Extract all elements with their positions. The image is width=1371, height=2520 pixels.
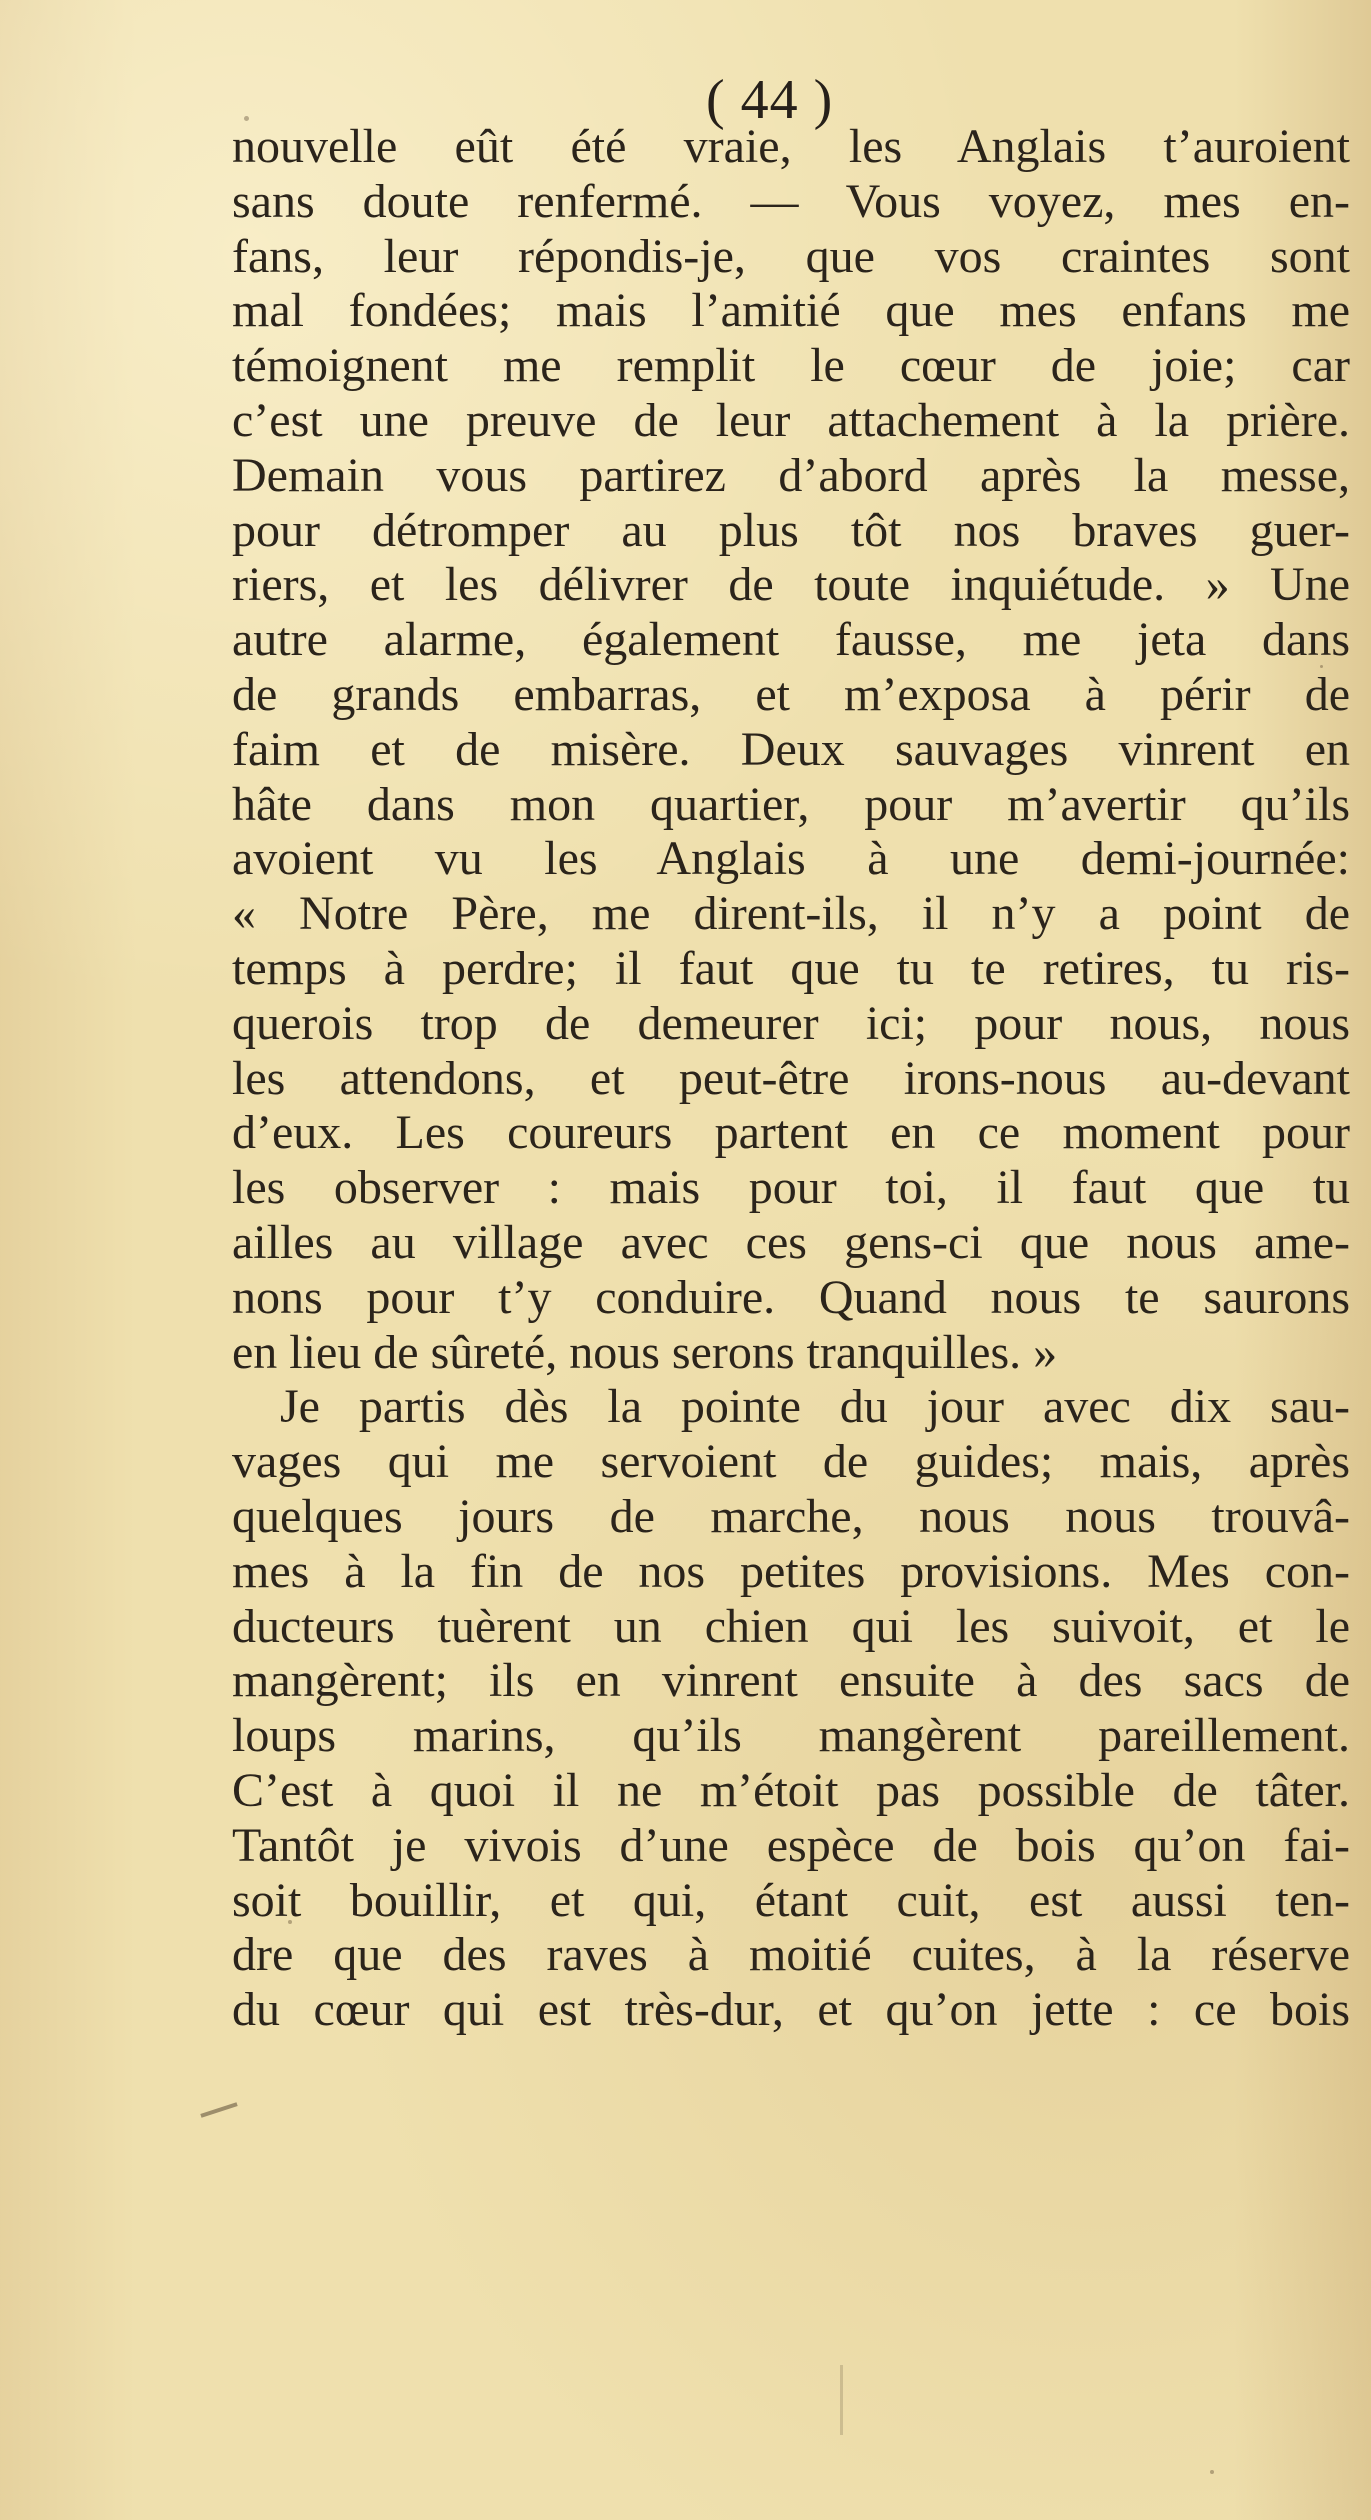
text-line: les attendons, et peut-être irons-nous au-devant — [232, 1051, 1350, 1105]
text-line: sans doute renfermé. — Vous voyez, mes en- — [232, 174, 1350, 228]
paper-speck — [244, 116, 249, 121]
text-line: les observer : mais pour toi, il faut que tu — [232, 1161, 1350, 1215]
text-line: querois trop de demeurer ici; pour nous, nous — [232, 996, 1350, 1050]
text-line: faim et de misère. Deux sauvages vinrent en — [232, 722, 1350, 776]
text-line: riers, et les délivrer de toute inquiétude. » Une — [232, 558, 1350, 612]
text-line: hâte dans mon quartier, pour m’avertir qu’ils — [232, 777, 1350, 831]
text-line: ailles au village avec ces gens-ci que nous ame- — [232, 1215, 1350, 1269]
text-line: autre alarme, également fausse, me jeta dans — [232, 613, 1350, 667]
text-line: c’est une preuve de leur attachement à la prière. — [232, 393, 1350, 447]
text-line: ducteurs tuèrent un chien qui les suivoit, et le — [232, 1599, 1350, 1653]
text-line: C’est à quoi il ne m’étoit pas possible de tâter. — [232, 1763, 1350, 1817]
paper-crease-mark — [840, 2365, 843, 2435]
margin-pen-mark — [200, 2102, 237, 2118]
paper-speck — [288, 1920, 292, 1924]
text-line: quelques jours de marche, nous nous trouvâ- — [232, 1489, 1350, 1543]
text-line: d’eux. Les coureurs partent en ce moment pour — [232, 1106, 1350, 1160]
text-line: Demain vous partirez d’abord après la messe, — [232, 448, 1350, 502]
paper-speck — [1320, 665, 1323, 668]
page-text — [232, 120, 1350, 2038]
text-line: Tantôt je vivois d’une espèce de bois qu’on fai- — [232, 1818, 1350, 1872]
text-line: dre que des raves à moitié cuites, à la réserve — [232, 1928, 1350, 1982]
text-line: fans, leur répondis-je, que vos craintes sont — [232, 229, 1350, 283]
text-line: mal fondées; mais l’amitié que mes enfans me — [232, 284, 1350, 338]
text-line: temps à perdre; il faut que tu te retires, tu ris- — [232, 941, 1350, 995]
text-line: « Notre Père, me dirent-ils, il n’y a point de — [232, 887, 1350, 941]
text-line: mangèrent; ils en vinrent ensuite à des sacs de — [232, 1654, 1350, 1708]
text-line: nouvelle eût été vraie, les Anglais t’auroient — [232, 120, 1350, 173]
text-line: mes à la fin de nos petites provisions. Mes con- — [232, 1544, 1350, 1598]
text-line: pour détromper au plus tôt nos braves guer- — [232, 503, 1350, 557]
text-line: de grands embarras, et m’exposa à périr de — [232, 667, 1350, 721]
text-line: témoignent me remplit le cœur de joie; car — [232, 339, 1350, 393]
paper-speck — [1210, 2470, 1214, 2474]
page-number: ( 44 ) — [706, 69, 834, 131]
text-line: nons pour t’y conduire. Quand nous te saurons — [232, 1270, 1350, 1324]
paragraph-first-line: Je partis dès la pointe du jour avec dix sau- — [280, 1380, 1350, 1434]
text-line: avoient vu les Anglais à une demi-journée: — [232, 832, 1350, 886]
text-line: soit bouillir, et qui, étant cuit, est aussi ten- — [232, 1873, 1350, 1927]
text-line: en lieu de sûreté, nous serons tranquilles. » — [232, 1325, 1058, 1379]
text-line: vages qui me servoient de guides; mais, après — [232, 1435, 1350, 1489]
text-line: du cœur qui est très-dur, et qu’on jette : ce bois — [232, 1983, 1350, 2037]
text-line: loups marins, qu’ils mangèrent pareillement. — [232, 1709, 1350, 1763]
